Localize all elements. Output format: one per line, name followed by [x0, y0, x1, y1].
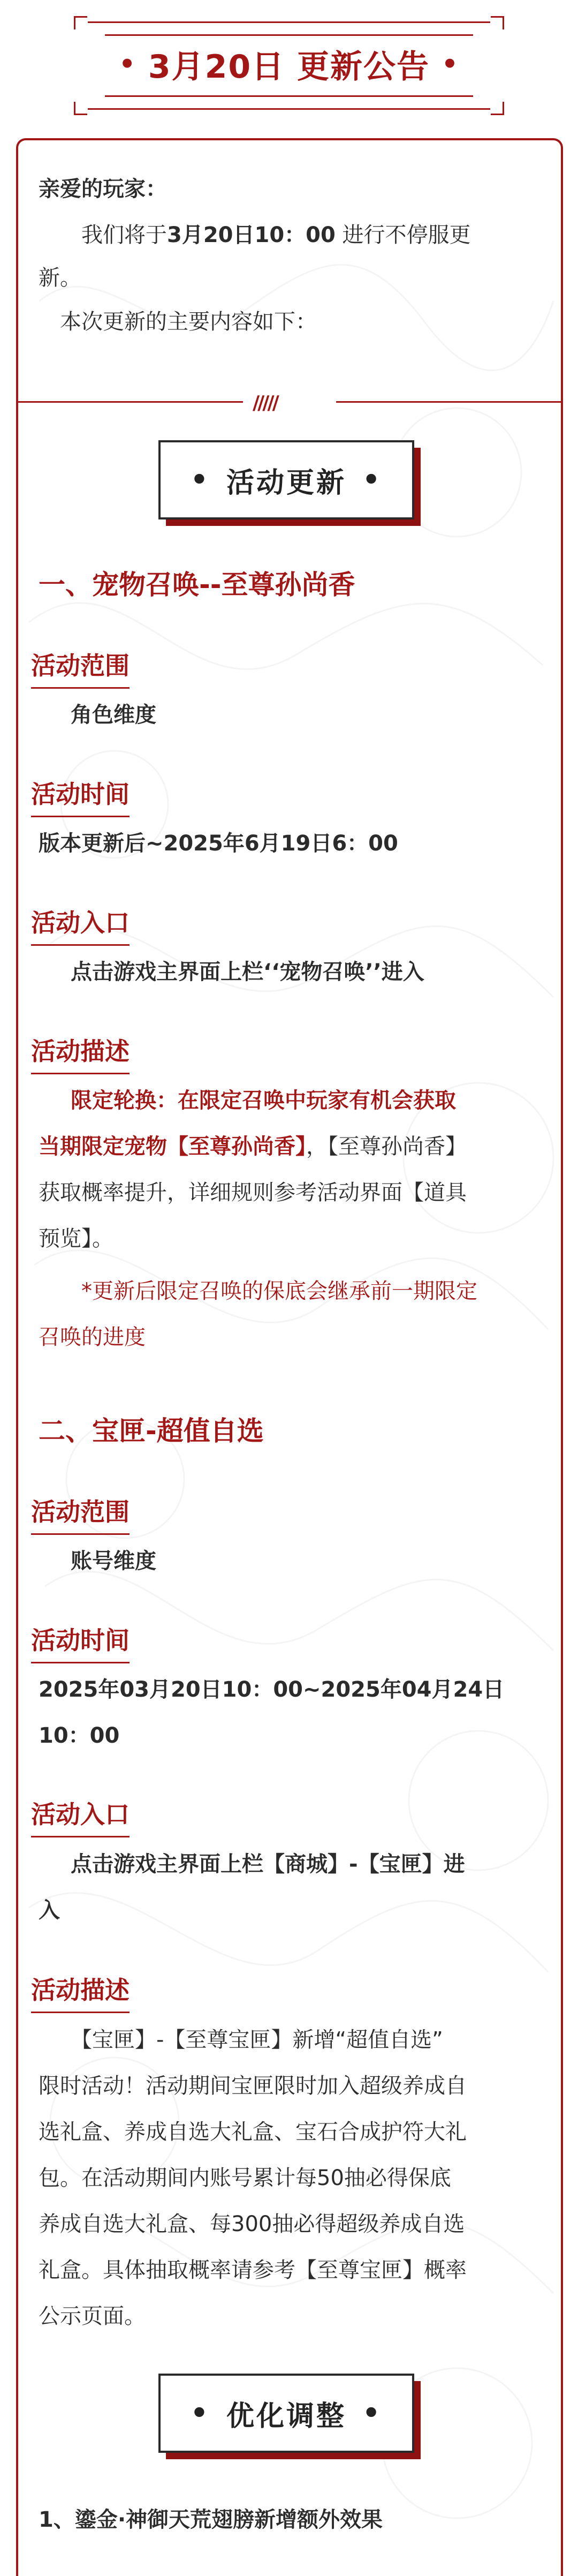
- bullet-dot: •: [119, 49, 136, 79]
- event-heading: 二、宝匣-超值自选: [39, 1415, 264, 1447]
- section-title: [158, 2374, 414, 2453]
- event-entry-value: 点击游戏主界面上栏【商城】-【宝匣】进: [71, 1852, 465, 1877]
- event-entry-value: 入: [39, 1898, 60, 1923]
- header-border-inner-top: [105, 34, 473, 36]
- note-line: 召唤的进度: [39, 1325, 146, 1350]
- intro-line-2: 新。: [39, 266, 81, 290]
- divider-line-left: [18, 401, 243, 403]
- divider-mark: /////: [253, 392, 277, 414]
- event-range-value: 账号维度: [71, 1549, 156, 1573]
- section-title: [158, 440, 414, 519]
- event-tag-range: 活动范围: [31, 646, 130, 689]
- intro-text: 我们将于: [81, 223, 167, 247]
- section-title-box: [158, 2374, 421, 2459]
- section-title-box: [158, 440, 421, 526]
- corner-ornament: [491, 102, 504, 115]
- section-divider: [18, 391, 561, 412]
- event-time-value: 10：00: [39, 1723, 120, 1748]
- event-tag-entry: 活动入口: [31, 903, 130, 946]
- desc-line: 限定轮换：在限定召唤中玩家有机会获取: [71, 1088, 456, 1113]
- divider-line-right: [336, 401, 561, 403]
- bullet-dot: •: [362, 464, 383, 496]
- corner-ornament: [74, 102, 87, 115]
- desc-line: 限时活动！活动期间宝匣限时加入超级养成自: [39, 2074, 467, 2098]
- intro-line-3: 本次更新的主要内容如下：: [60, 310, 317, 334]
- header-border-inner-bottom: [105, 95, 473, 97]
- event-range-value: 角色维度: [71, 703, 156, 727]
- section-title-text: 优化调整: [226, 2400, 346, 2432]
- corner-ornament: [74, 16, 87, 29]
- bullet-dot: •: [190, 2397, 210, 2429]
- event-time-value: 版本更新后~2025年6月19日6：00: [39, 831, 398, 856]
- bullet-dot: •: [442, 49, 459, 79]
- event-tag-desc: 活动描述: [31, 1032, 130, 1074]
- announcement-card: [16, 138, 563, 2576]
- bullet-dot: •: [190, 464, 210, 496]
- header-border-bottom: [88, 108, 490, 110]
- event-tag-time: 活动时间: [31, 775, 130, 817]
- corner-ornament: [491, 16, 504, 29]
- desc-line: 【宝匣】-【至尊宝匣】新增“超值自选”: [71, 2028, 443, 2052]
- event-tag-time: 活动时间: [31, 1621, 130, 1663]
- header-border-top: [88, 21, 490, 23]
- greeting: 亲爱的玩家：: [39, 177, 167, 201]
- desc-line: 礼盒。具体抽取概率请参考【至尊宝匣】概率: [39, 2258, 467, 2283]
- desc-line: 预览】。: [39, 1226, 113, 1251]
- desc-highlight: 当期限定宠物【至尊孙尚香】: [39, 1134, 306, 1159]
- desc-line: [39, 1124, 467, 1170]
- event-tag-range: 活动范围: [31, 1493, 130, 1535]
- desc-line: 选礼盒、养成自选大礼盒、宝石合成护符大礼: [39, 2120, 467, 2144]
- event-tag-entry: 活动入口: [31, 1795, 130, 1837]
- event-time-value: 2025年03月20日10：00~2025年04月24日: [39, 1677, 505, 1702]
- event-tag-desc: 活动描述: [31, 1971, 130, 2013]
- desc-text: ，【至尊孙尚香】: [306, 1134, 467, 1159]
- event-heading: 一、宠物召唤--至尊孙尚香: [39, 569, 355, 600]
- desc-line: 养成自选大礼盒、每300抽必得超级养成自选: [39, 2212, 465, 2236]
- page-title-text: 3月20日 更新公告: [148, 48, 430, 86]
- update-time: 3月20日10：00: [167, 223, 336, 247]
- note-line: *更新后限定召唤的保底会继承前一期限定: [81, 1279, 477, 1304]
- header-banner: [74, 21, 504, 110]
- event-entry-value: 点击游戏主界面上栏‘‘宠物召唤’’进入: [71, 960, 424, 984]
- intro-line-1: [81, 212, 471, 258]
- desc-line: 包。在活动期间内账号累计每50抽必得保底: [39, 2166, 451, 2190]
- desc-line: 获取概率提升，详细规则参考活动界面【道具: [39, 1180, 467, 1205]
- optimize-item: 1、鎏金·神御天荒翅膀新增额外效果: [39, 2507, 383, 2532]
- page-title: [74, 43, 504, 86]
- desc-line: 公示页面。: [39, 2304, 146, 2329]
- intro-text: 进行不停服更: [342, 223, 471, 247]
- bullet-dot: •: [362, 2397, 383, 2429]
- section-title-text: 活动更新: [226, 466, 346, 499]
